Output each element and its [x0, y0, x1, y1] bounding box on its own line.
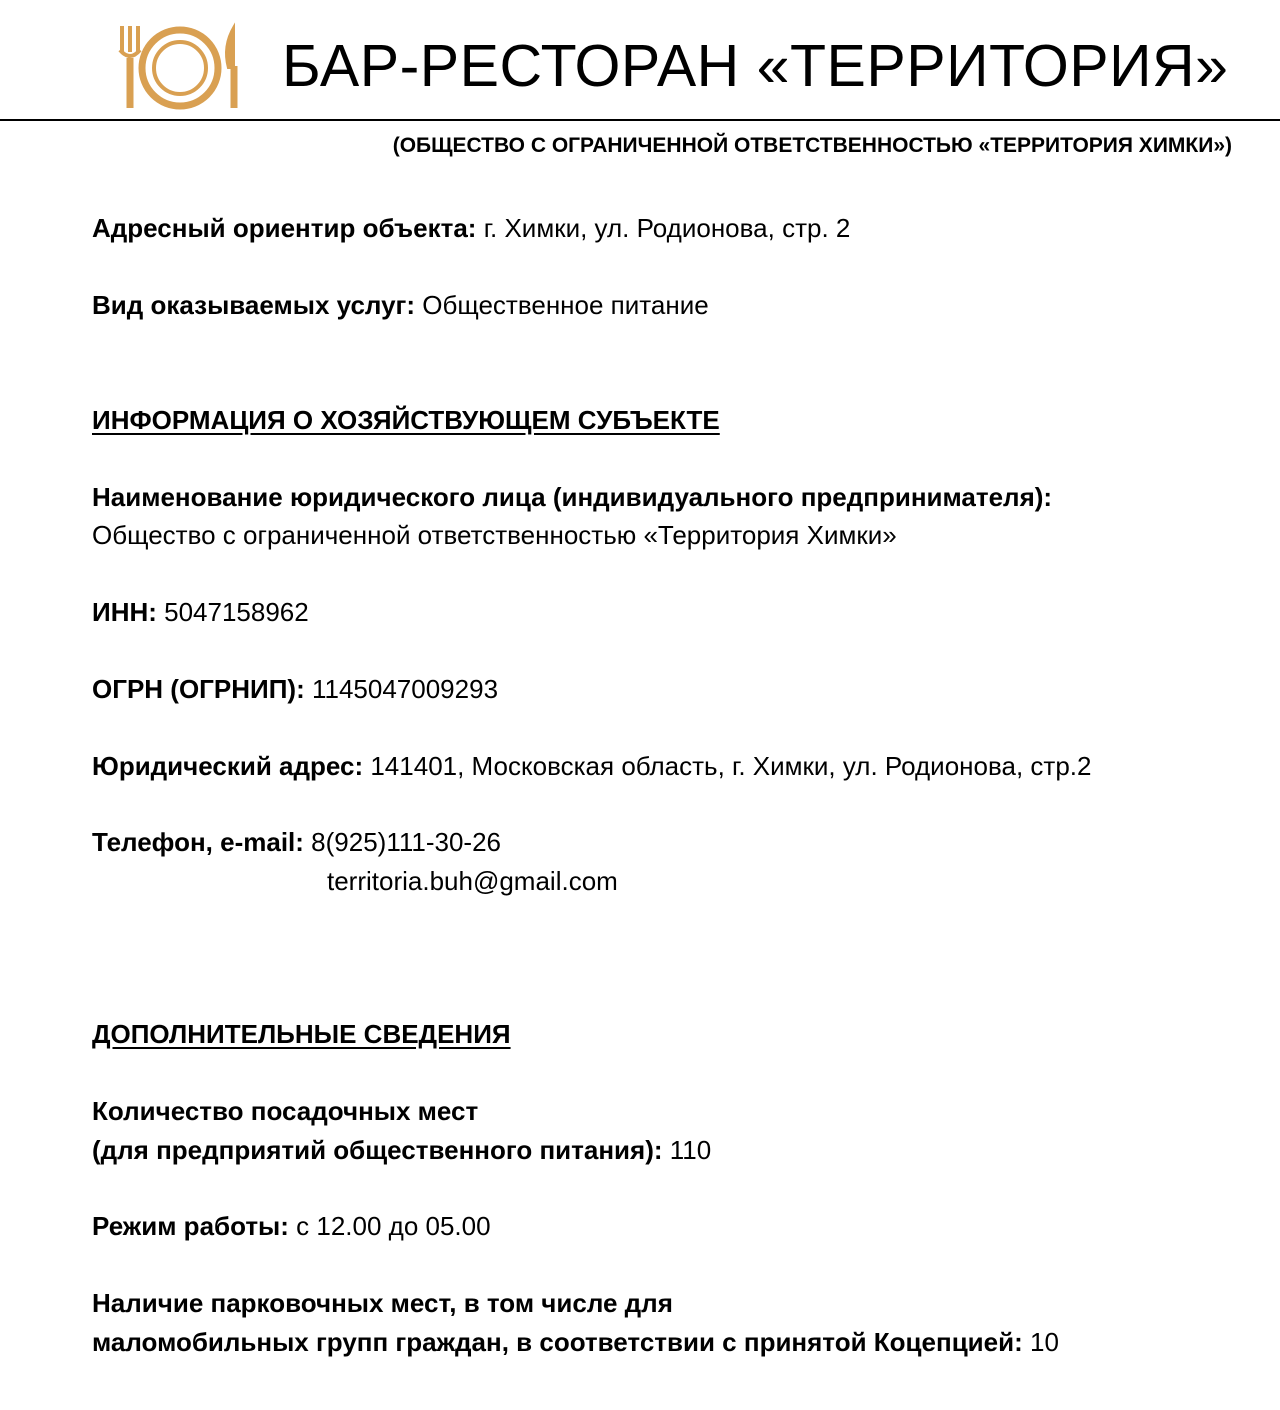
inn-row — [92, 595, 309, 629]
parking-label-line2: маломобильных групп граждан, в соответствии с принятой Коцепцией: — [92, 1327, 1023, 1357]
entity-name-label-row — [92, 480, 1052, 514]
additional-section-heading: ДОПОЛНИТЕЛЬНЫЕ СВЕДЕНИЯ — [92, 1019, 511, 1049]
legal-address-value: 141401, Московская область, г. Химки, ул. Родионова, стр.2 — [363, 751, 1092, 781]
entity-name-label: Наименование юридического лица (индивидуального предпринимателя): — [92, 482, 1053, 512]
seats-value: 110 — [662, 1135, 712, 1165]
inn-value: 5047158962 — [156, 597, 309, 627]
page-title: БАР-РЕСТОРАН «ТЕРРИТОРИЯ» — [282, 33, 1229, 99]
legal-address-row — [92, 749, 1091, 783]
seats-label-line1: Количество посадочных мест — [92, 1096, 479, 1126]
header-divider — [0, 119, 1280, 121]
services-value: Общественное питание — [415, 290, 709, 320]
entity-section-heading: ИНФОРМАЦИЯ О ХОЗЯЙСТВУЮЩЕМ СУБЪЕКТЕ — [92, 405, 720, 435]
parking-value: 10 — [1022, 1327, 1059, 1357]
contacts-label: Телефон, e-mail: — [92, 827, 304, 857]
company-legal-name: (ОБЩЕСТВО С ОГРАНИЧЕННОЙ ОТВЕТСТВЕННОСТЬЮ «ТЕРРИТОРИЯ ХИМКИ») — [392, 134, 1232, 157]
email-value: territoria.buh@gmail.com — [327, 866, 618, 896]
hours-value: с 12.00 до 05.00 — [288, 1211, 491, 1241]
hours-row — [92, 1209, 491, 1243]
ogrn-value: 1145047009293 — [304, 674, 499, 704]
plate-fork-knife-icon — [114, 22, 246, 110]
parking-label-row — [92, 1286, 673, 1320]
seats-row — [92, 1133, 711, 1167]
parking-row — [92, 1325, 1059, 1359]
address-row — [92, 211, 850, 245]
parking-label-line1: Наличие парковочных мест, в том числе для — [92, 1288, 673, 1318]
phone-value: 8(925)111-30-26 — [303, 827, 501, 857]
address-value: г. Химки, ул. Родионова, стр. 2 — [476, 213, 851, 243]
legal-address-label: Юридический адрес: — [92, 751, 364, 781]
ogrn-row — [92, 672, 498, 706]
hours-label: Режим работы: — [92, 1211, 289, 1241]
entity-name-value: Общество с ограниченной ответственностью «Территория Химки» — [92, 520, 897, 550]
services-label: Вид оказываемых услуг: — [92, 290, 416, 320]
address-label: Адресный ориентир объекта: — [92, 213, 477, 243]
contacts-row — [92, 825, 501, 859]
seats-label-line2: (для предприятий общественного питания): — [92, 1135, 663, 1165]
inn-label: ИНН: — [92, 597, 157, 627]
services-row — [92, 288, 709, 322]
ogrn-label: ОГРН (ОГРНИП): — [92, 674, 305, 704]
seats-label-row — [92, 1094, 478, 1128]
